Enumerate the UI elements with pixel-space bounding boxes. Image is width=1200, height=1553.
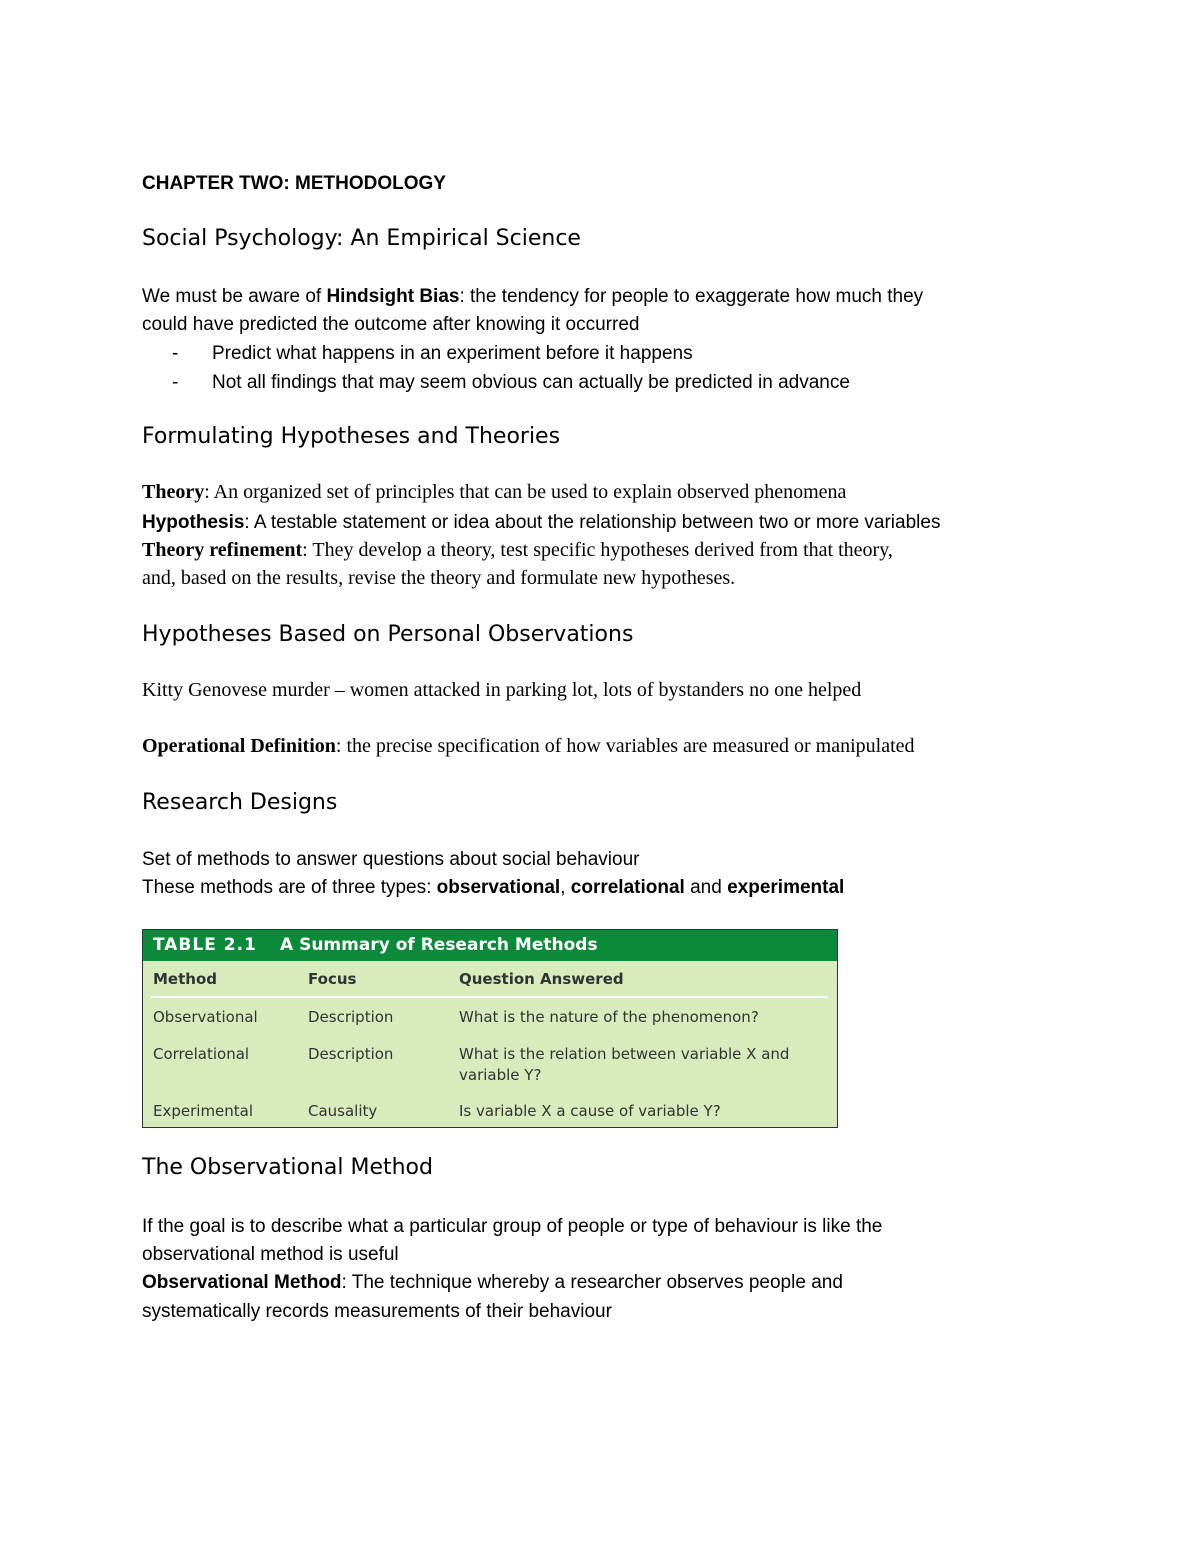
- theory-definition: [142, 481, 846, 504]
- table-cell-focus: Description: [308, 1045, 394, 1063]
- header-divider: [151, 996, 827, 998]
- section-heading-personal-observations: Hypotheses Based on Personal Observations: [142, 622, 634, 647]
- column-header-method: Method: [153, 970, 217, 988]
- table-cell-focus: Causality: [308, 1102, 378, 1120]
- table-header-bar: [143, 930, 837, 961]
- section-heading-observational-method: The Observational Method: [142, 1155, 433, 1180]
- text: ,: [560, 877, 571, 898]
- term-hindsight-bias: Hindsight Bias: [326, 286, 460, 307]
- table-cell-method: Observational: [153, 1008, 258, 1026]
- kitty-genovese-example: Kitty Genovese murder – women attacked in parking lot, lots of bystanders no one helped: [142, 679, 862, 701]
- table-cell-question: What is the nature of the phenomenon?: [459, 1008, 759, 1026]
- term-operational-definition: Operational Definition: [142, 735, 336, 757]
- text: These methods are of three types:: [142, 877, 437, 898]
- table-title: A Summary of Research Methods: [280, 935, 598, 955]
- section-heading-research-designs: Research Designs: [142, 790, 338, 815]
- text: : An organized set of principles that can be used to explain observed phenomena: [204, 481, 847, 503]
- bullet-item: Not all findings that may seem obvious can actually be predicted in advance: [212, 372, 850, 393]
- term-correlational: correlational: [570, 877, 685, 898]
- hypothesis-definition: [142, 512, 940, 534]
- operational-definition: [142, 735, 915, 758]
- observational-method-paragraph-line2: observational method is useful: [142, 1244, 399, 1265]
- text: : the precise specification of how variables are measured or manipulated: [335, 735, 915, 757]
- table-cell-question: Is variable X a cause of variable Y?: [459, 1102, 721, 1120]
- observational-method-paragraph: If the goal is to describe what a particular group of people or type of behaviour is like the: [142, 1216, 883, 1237]
- hindsight-bias-paragraph-line2: could have predicted the outcome after knowing it occurred: [142, 314, 640, 335]
- table-cell-focus: Description: [308, 1008, 394, 1026]
- bullet-marker: -: [172, 372, 179, 393]
- research-designs-line1: Set of methods to answer questions about social behaviour: [142, 849, 640, 870]
- research-designs-line2: [142, 877, 844, 899]
- text: : the tendency for people to exaggerate how much they: [459, 286, 924, 307]
- table-cell-method: Correlational: [153, 1045, 250, 1063]
- term-theory-refinement: Theory refinement: [142, 539, 303, 561]
- bullet-item: Predict what happens in an experiment before it happens: [212, 343, 693, 364]
- table-cell-method: Experimental: [153, 1102, 254, 1120]
- text: : A testable statement or idea about the relationship between two or more variables: [244, 512, 941, 533]
- table-cell-question-line2: variable Y?: [459, 1066, 542, 1084]
- text: We must be aware of: [142, 286, 327, 307]
- text: : They develop a theory, test specific hypotheses derived from that theory,: [302, 539, 893, 561]
- observational-method-definition-line2: systematically records measurements of their behaviour: [142, 1301, 612, 1322]
- column-header-question: Question Answered: [459, 970, 624, 988]
- text: and: [684, 877, 728, 898]
- text: : The technique whereby a researcher observes people and: [341, 1272, 843, 1293]
- term-hypothesis: Hypothesis: [142, 512, 245, 533]
- term-experimental: experimental: [727, 877, 845, 898]
- theory-refinement-line2: and, based on the results, revise the theory and formulate new hypotheses.: [142, 567, 736, 589]
- term-observational: observational: [436, 877, 561, 898]
- theory-refinement-definition: [142, 539, 893, 562]
- column-header-focus: Focus: [308, 970, 357, 988]
- hindsight-bias-paragraph: [142, 286, 923, 308]
- observational-method-definition: [142, 1272, 843, 1294]
- chapter-title: CHAPTER TWO: METHODOLOGY: [142, 173, 446, 194]
- section-heading-hypotheses-theories: Formulating Hypotheses and Theories: [142, 424, 561, 449]
- term-observational-method: Observational Method: [142, 1272, 342, 1293]
- term-theory: Theory: [142, 481, 205, 503]
- table-cell-question: What is the relation between variable X and: [459, 1045, 790, 1063]
- section-heading-empirical-science: Social Psychology: An Empirical Science: [142, 226, 581, 251]
- bullet-marker: -: [172, 343, 179, 364]
- table-number: TABLE 2.1: [153, 935, 257, 955]
- research-methods-table: [142, 929, 838, 1128]
